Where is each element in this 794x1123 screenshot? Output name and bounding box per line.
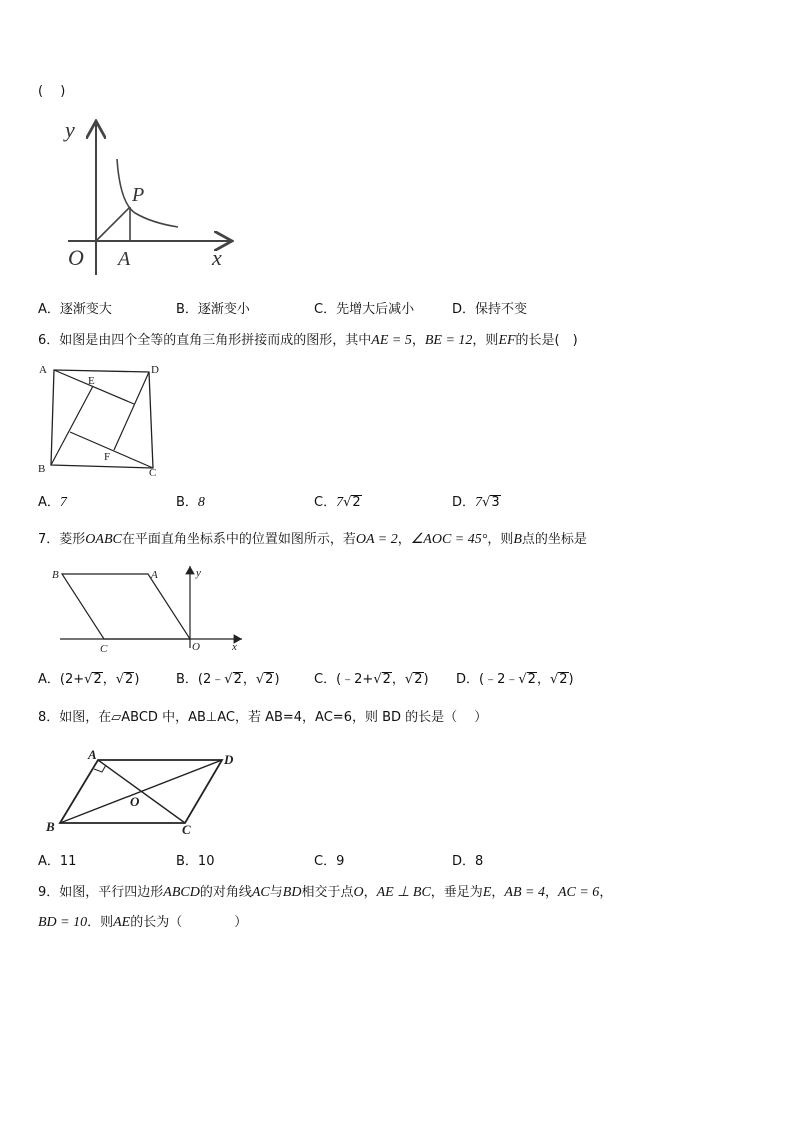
q6-label-d: D bbox=[151, 364, 159, 376]
q8-label-a: A bbox=[88, 748, 97, 762]
q6-label-f: F bbox=[104, 451, 111, 463]
q5-label-x: x bbox=[212, 245, 222, 270]
q6-option-a: A．7 bbox=[38, 495, 67, 510]
q7-stem: 7．菱形OABC在平面直角坐标系中的位置如图所示，若OA = 2，∠AOC = 45°，则B点的坐标是 bbox=[38, 532, 587, 547]
q8-option-b: B．10 bbox=[176, 854, 215, 869]
q6-text-mid: ，则 bbox=[472, 333, 499, 348]
q6-label-e: E bbox=[88, 375, 95, 387]
q8-label-b: B bbox=[46, 819, 55, 834]
q7-label-a: A bbox=[151, 569, 158, 581]
q5-hyperbola bbox=[117, 159, 178, 227]
q7-label-y: y bbox=[196, 567, 201, 579]
q5-figure bbox=[60, 115, 240, 275]
q7-figure bbox=[48, 562, 248, 656]
q6-option-c: C．7√2 bbox=[314, 495, 361, 510]
q9-stem-line1: 9．如图，平行四边形ABCD的对角线AC与BD相交于点O，AE ⊥ BC，垂足为E，AB = 4，AC = 6， bbox=[38, 885, 613, 900]
q5-option-d: D．保持不变 bbox=[452, 302, 528, 317]
q7-rhombus bbox=[62, 574, 190, 639]
q5-label-p: P bbox=[132, 184, 145, 206]
q7-label-x: x bbox=[232, 641, 237, 653]
q9-stem-line2: BD = 10．则AE的长为（ ） bbox=[38, 915, 248, 930]
q6-figure bbox=[36, 360, 166, 478]
q6-outer-square bbox=[51, 370, 153, 468]
q5-label-y: y bbox=[65, 117, 75, 142]
q6-option-d: D．7√3 bbox=[452, 495, 500, 510]
q7-option-c: C．(﹣2+√2，√2) bbox=[314, 672, 429, 687]
q6-text-pre: 6．如图是由四个全等的直角三角形拼接而成的图形，其中 bbox=[38, 333, 372, 348]
q8-option-c: C．9 bbox=[314, 854, 345, 869]
q6-line-cf bbox=[70, 432, 153, 468]
q8-diagonal-bd bbox=[60, 760, 222, 823]
q6-stem bbox=[38, 331, 578, 351]
q8-stem: 8．如图，在▱ABCD 中，AB⊥AC，若 AB=4，AC=6，则 BD 的长是（ ） bbox=[38, 710, 488, 725]
q6-be: BE = 12 bbox=[424, 333, 473, 348]
q5-answer-paren: ( ) bbox=[38, 84, 66, 99]
q5-option-a: A．逐渐变大 bbox=[38, 302, 112, 317]
q6-label-a: A bbox=[39, 364, 47, 376]
q5-option-c: C．先增大后减小 bbox=[314, 302, 415, 317]
q8-label-c: C bbox=[182, 822, 191, 837]
q6-comma: ， bbox=[411, 333, 425, 348]
q6-text-post: 的长是( ) bbox=[515, 333, 578, 348]
q6-label-b: B bbox=[38, 463, 46, 475]
q7-label-b: B bbox=[52, 569, 59, 581]
q7-label-c: C bbox=[100, 643, 108, 655]
q8-option-d: D．8 bbox=[452, 854, 484, 869]
q6-line-be bbox=[51, 386, 93, 465]
q6-ef: EF bbox=[498, 333, 516, 348]
q6-line-df bbox=[114, 372, 149, 450]
q7-option-d: D．(﹣2﹣√2，√2) bbox=[456, 672, 574, 687]
q6-option-b: B．8 bbox=[176, 495, 205, 510]
q6-ae: AE = 5 bbox=[371, 333, 412, 348]
q8-label-d: D bbox=[224, 752, 234, 767]
q5-label-o: O bbox=[68, 245, 84, 270]
q8-label-o: O bbox=[130, 794, 140, 809]
q8-figure bbox=[40, 748, 240, 840]
q5-label-a: A bbox=[118, 248, 131, 270]
q7-option-a: A．(2+√2，√2) bbox=[38, 672, 140, 687]
q7-label-o: O bbox=[192, 641, 200, 653]
q5-segment-op bbox=[96, 207, 130, 241]
q7-option-b: B．(2﹣√2，√2) bbox=[176, 672, 280, 687]
q6-label-c: C bbox=[149, 467, 157, 478]
q8-option-a: A．11 bbox=[38, 854, 77, 869]
q5-option-b: B．逐渐变小 bbox=[176, 302, 250, 317]
q8-right-angle-mark bbox=[94, 765, 106, 772]
